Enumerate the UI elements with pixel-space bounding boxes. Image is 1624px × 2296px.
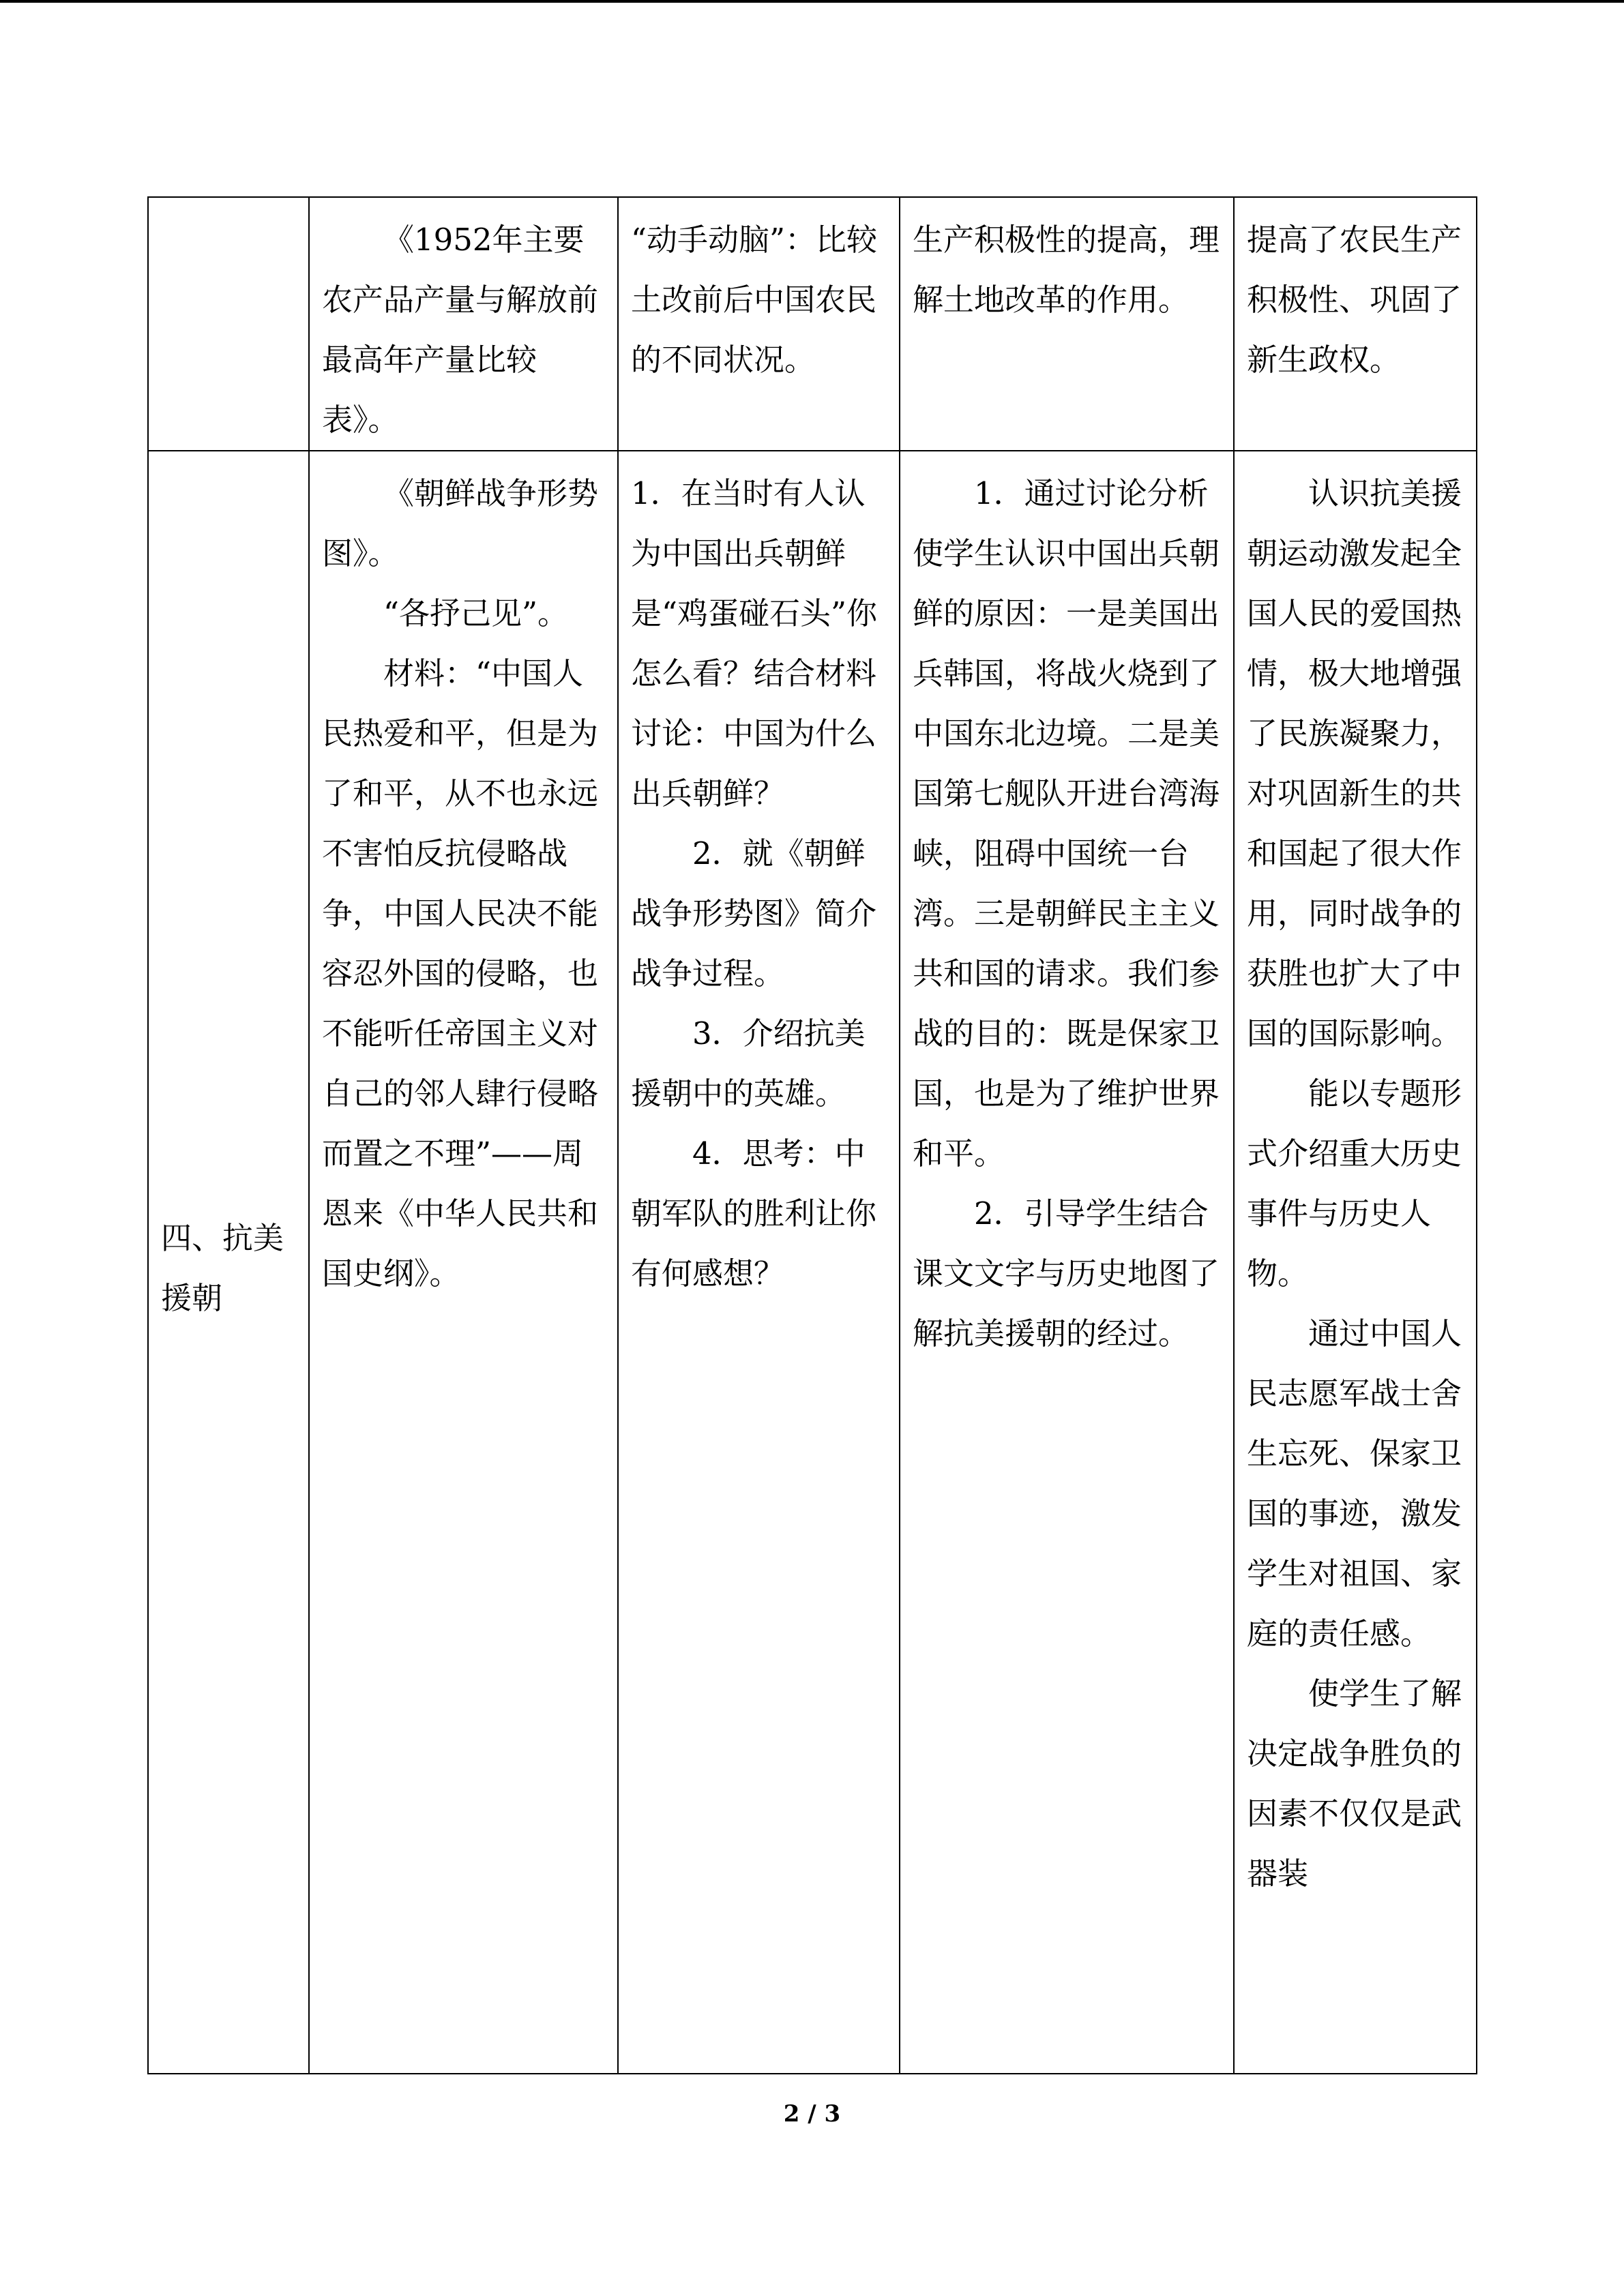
goal-paragraph: 能以专题形式介绍重大历史事件与历史人物。 bbox=[1247, 1075, 1462, 1292]
activity-paragraph: “动手动脑”：比较土改前后中国农民的不同状况。 bbox=[631, 222, 878, 378]
resources-cell bbox=[309, 451, 618, 2074]
table-row bbox=[148, 451, 1477, 2074]
student-activities-cell bbox=[618, 197, 900, 451]
table-row bbox=[148, 197, 1477, 451]
activity-paragraph: 2．就《朝鲜战争形势图》简介战争过程。 bbox=[631, 835, 877, 992]
teaching-goals-cell bbox=[1234, 197, 1477, 451]
resource-paragraph: “各抒己见”。 bbox=[383, 595, 569, 631]
activity-paragraph: 1．在当时有人认为中国出兵朝鲜是“鸡蛋碰石头”你怎么看？结合材料讨论：中国为什么出兵朝鲜？ bbox=[631, 475, 878, 811]
topic-cell bbox=[148, 451, 309, 2074]
lesson-plan-table bbox=[147, 196, 1477, 2074]
teaching-goals-cell bbox=[1234, 451, 1477, 2074]
intent-paragraph: 2．引导学生结合课文文字与历史地图了解抗美援朝的经过。 bbox=[913, 1195, 1220, 1352]
goal-paragraph: 认识抗美援朝运动激发起全国人民的爱国热情，极大地增强了民族凝聚力，对巩固新生的共和国起了很大作用，同时战争的获胜也扩大了中国的国际影响。 bbox=[1247, 475, 1462, 1052]
goal-paragraph: 通过中国人民志愿军战士舍生忘死、保家卫国的事迹，激发学生对祖国、家庭的责任感。 bbox=[1247, 1315, 1462, 1652]
resource-paragraph: 《1952年主要农产品产量与解放前最高年产量比较表》。 bbox=[322, 222, 599, 438]
resource-paragraph: 《朝鲜战争形势图》。 bbox=[322, 475, 599, 571]
intent-paragraph: 1．通过讨论分析使学生认识中国出兵朝鲜的原因：一是美国出兵韩国，将战火烧到了中国东北边境。二是美国第七舰队开进台湾海峡，阻碍中国统一台湾。三是朝鲜民主主义共和国的请求。我们参战的目的：既是保家卫国，也是为了维护世界和平。 bbox=[913, 475, 1220, 1172]
design-intent-cell bbox=[900, 197, 1234, 451]
goal-paragraph: 提高了农民生产积极性、巩固了新生政权。 bbox=[1247, 222, 1462, 378]
activity-paragraph: 4．思考：中朝军队的胜利让你有何感想？ bbox=[631, 1135, 877, 1292]
top-border-line bbox=[0, 0, 1624, 3]
topic-title: 四、抗美援朝 bbox=[161, 1220, 284, 1316]
topic-cell bbox=[148, 197, 309, 451]
page-number: 2 / 3 bbox=[783, 2100, 841, 2128]
goal-paragraph: 使学生了解决定战争胜负的因素不仅仅是武器装 bbox=[1247, 1675, 1462, 1892]
activity-paragraph: 3．介绍抗美援朝中的英雄。 bbox=[631, 1015, 866, 1112]
intent-paragraph: 生产积极性的提高，理解土地改革的作用。 bbox=[913, 222, 1220, 318]
resources-cell bbox=[309, 197, 618, 451]
design-intent-cell bbox=[900, 451, 1234, 2074]
student-activities-cell bbox=[618, 451, 900, 2074]
resource-paragraph: 材料：“中国人民热爱和平，但是为了和平，从不也永远不害怕反抗侵略战争，中国人民决不能容忍外国的侵略，也不能听任帝国主义对自己的邻人肆行侵略而置之不理”——周恩来《中华人民共和国史纲》。 bbox=[322, 655, 599, 1292]
